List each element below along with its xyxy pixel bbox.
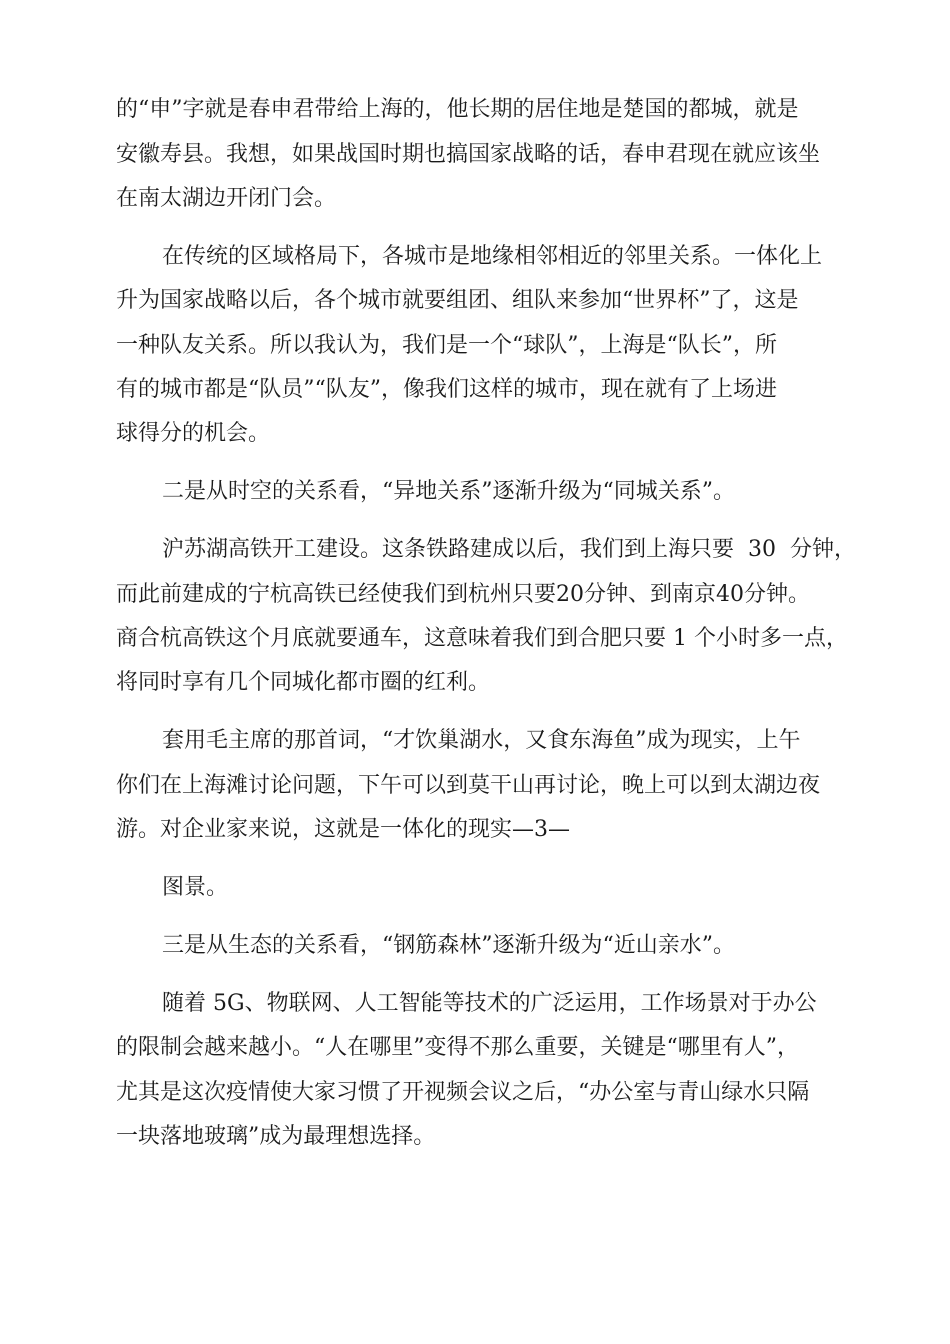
text-line: 一种队友关系。所以我认为，我们是一个“球队”，上海是“队长”，所 bbox=[116, 333, 777, 358]
text-line: 在南太湖边开闭门会。 bbox=[116, 186, 337, 211]
text-line: 升为国家战略以后，各个城市就要组团、组队来参加“世界杯”了，这是 bbox=[116, 288, 799, 313]
text-line: 一块落地玻璃”成为最理想选择。 bbox=[116, 1124, 436, 1149]
text-line: 商合杭高铁这个月底就要通车，这意味着我们到合肥只要 1 个小时多一点， bbox=[116, 626, 848, 651]
text-line: 安徽寿县。我想，如果战国时期也搞国家战略的话，春申君现在就应该坐 bbox=[116, 142, 821, 167]
paragraph-first-line: 图景。 bbox=[162, 875, 229, 900]
section-heading: 二是从时空的关系看，“异地关系”逐渐升级为“同城关系”。 bbox=[162, 479, 735, 504]
paragraph-first-line: 在传统的区域格局下，各城市是地缘相邻相近的邻里关系。一体化上 bbox=[162, 244, 823, 269]
section-heading: 三是从生态的关系看，“钢筋森林”逐渐升级为“近山亲水”。 bbox=[162, 933, 735, 958]
text-line: 球得分的机会。 bbox=[116, 421, 271, 446]
text-line: 尤其是这次疫情使大家习惯了开视频会议之后，“办公室与青山绿水只隔 bbox=[116, 1080, 810, 1105]
text-line: 你们在上海滩讨论问题，下午可以到莫干山再讨论，晚上可以到太湖边夜 bbox=[116, 773, 821, 798]
paragraph-first-line: 沪苏湖高铁开工建设。这条铁路建成以后，我们到上海只要 30 分钟， bbox=[162, 537, 856, 562]
text-line: 而此前建成的宁杭高铁已经使我们到杭州只要20分钟、到南京40分钟。 bbox=[116, 582, 810, 607]
text-line: 的“申”字就是春申君带给上海的，他长期的居住地是楚国的都城，就是 bbox=[116, 97, 799, 122]
text-line: 有的城市都是“队员”“队友”，像我们这样的城市，现在就有了上场进 bbox=[116, 377, 777, 402]
text-line: 的限制会越来越小。“人在哪里”变得不那么重要，关键是“哪里有人”， bbox=[116, 1035, 799, 1060]
text-line: 将同时享有几个同城化都市圈的红利。 bbox=[116, 670, 491, 695]
paragraph-first-line: 随着 5G、物联网、人工智能等技术的广泛运用，工作场景对于办公 bbox=[162, 991, 817, 1016]
paragraph-first-line: 套用毛主席的那首词，“才饮巢湖水，又食东海鱼”成为现实，上午 bbox=[162, 728, 801, 753]
text-line: 游。对企业家来说，这就是一体化的现实—3— bbox=[116, 817, 570, 842]
